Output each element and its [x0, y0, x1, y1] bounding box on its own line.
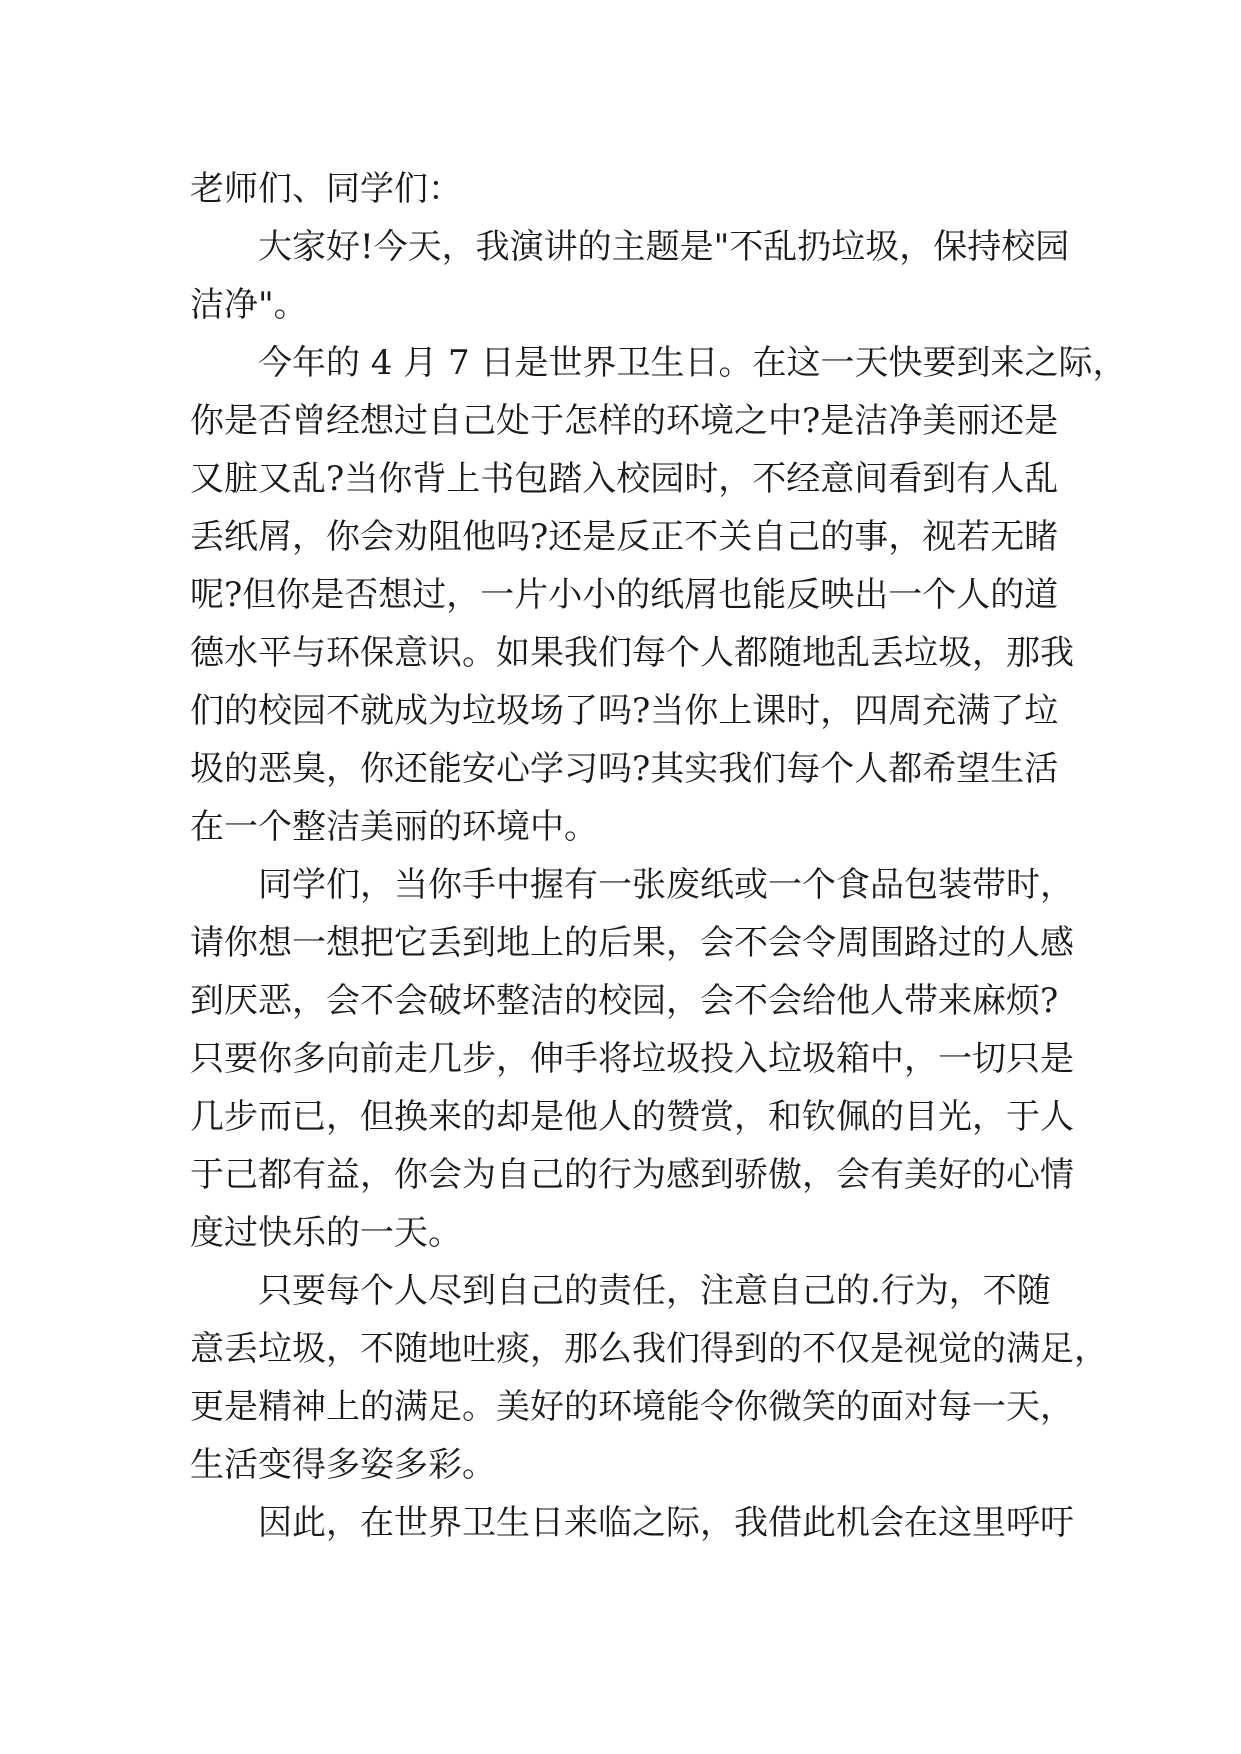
- text-line: 意丢垃圾，不随地吐痰，那么我们得到的不仅是视觉的满足，: [190, 1329, 1108, 1369]
- text-line: 老师们、同学们：: [190, 169, 462, 209]
- text-line: 今年的 4 月 7 日是世界卫生日。在这一天快要到来之际，: [258, 343, 1127, 383]
- text-line: 们的校园不就成为垃圾场了吗?当你上课时，四周充满了垃: [190, 691, 1059, 731]
- text-line: 在一个整洁美丽的环境中。: [190, 807, 598, 847]
- text-line: 生活变得多姿多彩。: [190, 1445, 496, 1485]
- text-line: 丢纸屑，你会劝阻他吗?还是反正不关自己的事，视若无睹: [190, 517, 1059, 557]
- text-line: 同学们，当你手中握有一张废纸或一个食品包装带时，: [258, 865, 1074, 905]
- text-line: 大家好!今天，我演讲的主题是"不乱扔垃圾，保持校园: [258, 227, 1070, 267]
- text-line: 于己都有益，你会为自己的行为感到骄傲，会有美好的心情: [190, 1155, 1074, 1195]
- text-line: 因此，在世界卫生日来临之际，我借此机会在这里呼吁: [258, 1503, 1074, 1543]
- text-line: 请你想一想把它丢到地上的后果，会不会令周围路过的人感: [190, 923, 1074, 963]
- text-line: 洁净"。: [190, 285, 308, 325]
- text-line: 到厌恶，会不会破坏整洁的校园，会不会给他人带来麻烦?: [190, 981, 1059, 1021]
- text-line: 又脏又乱?当你背上书包踏入校园时，不经意间看到有人乱: [190, 459, 1059, 499]
- text-line: 几步而已，但换来的却是他人的赞赏，和钦佩的目光，于人: [190, 1097, 1074, 1137]
- text-line: 圾的恶臭，你还能安心学习吗?其实我们每个人都希望生活: [190, 749, 1059, 789]
- document-body: [190, 160, 1127, 1552]
- text-line: 呢?但你是否想过，一片小小的纸屑也能反映出一个人的道: [190, 575, 1059, 615]
- text-line: 只要每个人尽到自己的责任，注意自己的.行为，不随: [258, 1271, 1051, 1311]
- text-line: 度过快乐的一天。: [190, 1213, 462, 1253]
- text-line: 更是精神上的满足。美好的环境能令你微笑的面对每一天，: [190, 1387, 1074, 1427]
- text-line: 只要你多向前走几步，伸手将垃圾投入垃圾箱中，一切只是: [190, 1039, 1074, 1079]
- text-line: 你是否曾经想过自己处于怎样的环境之中?是洁净美丽还是: [190, 401, 1059, 441]
- text-line: 德水平与环保意识。如果我们每个人都随地乱丢垃圾，那我: [190, 633, 1074, 673]
